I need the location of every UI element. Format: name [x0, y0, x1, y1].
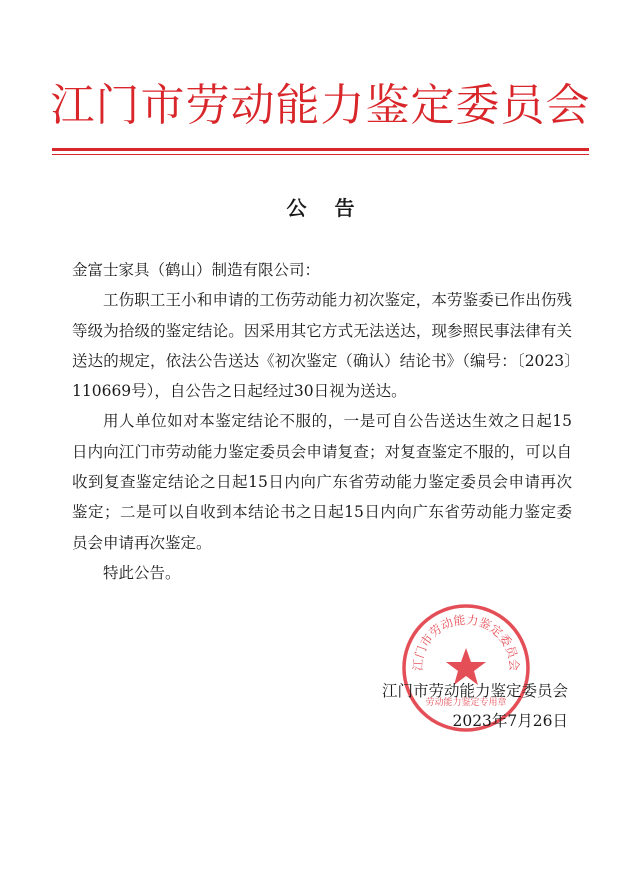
document-body	[72, 255, 572, 588]
signature-block	[300, 676, 568, 736]
paragraph-2: 用人单位如对本鉴定结论不服的，一是可自公告送达生效之日起15日内向江门市劳动能力鉴定委员会申请复查；对复查鉴定不服的，可以自收到复查鉴定结论之日起15日内向广东省劳动能力鉴定委员会申请再次鉴定；二是可以自收到本结论书之日起15日内向广东省劳动能力鉴定委员会申请再次鉴定。	[72, 412, 572, 552]
letterhead-org-name: 江门市劳动能力鉴定委员会	[50, 80, 591, 131]
seal-outer-text: 江门市劳动能力鉴定委员会	[410, 612, 522, 672]
signature-org-name: 江门市劳动能力鉴定委员会	[381, 682, 568, 700]
document-title: 公告	[286, 196, 383, 220]
letterhead-rule-thin	[52, 154, 589, 155]
seal-inner-text: 劳动能力鉴定专用章	[425, 698, 507, 708]
signature-date: 2023年7月26日	[452, 712, 568, 730]
paragraph-1: 工伤职工王小和申请的工伤劳动能力初次鉴定，本劳鉴委已作出伤残等级为拾级的鉴定结论。因采用其它方式无法送达，现参照民事法律有关送达的规定，依法公告送达《初次鉴定（确认）结论书》（编号：〔2023〕110669号），自公告之日起经过30日视为送达。	[72, 291, 572, 401]
letterhead-rule-thick	[52, 148, 589, 151]
closing-line: 特此公告。	[103, 563, 181, 582]
addressee: 金富士家具（鹤山）制造有限公司：	[72, 261, 321, 279]
